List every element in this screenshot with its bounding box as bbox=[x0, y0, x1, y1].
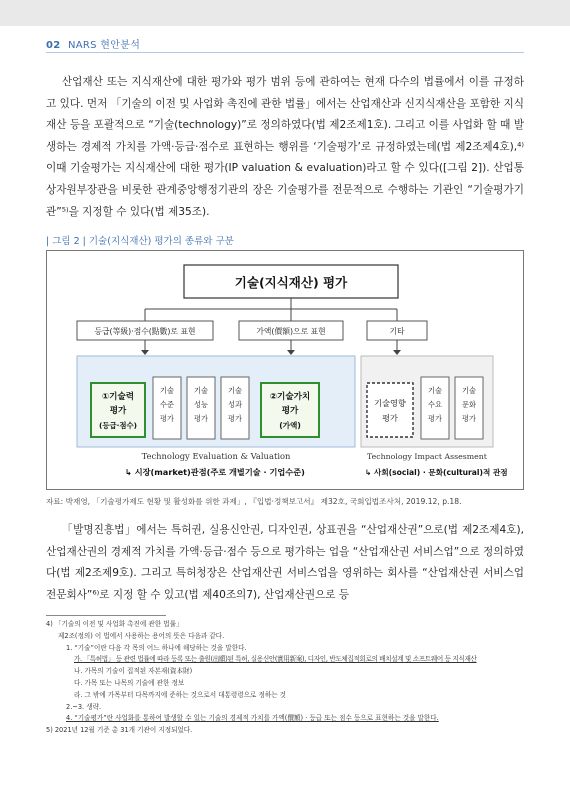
category-other-label: 기타 bbox=[389, 327, 405, 336]
social-perspective-note: ↳ 사회(social) · 문화(cultural)적 관점 bbox=[365, 468, 508, 477]
value-line-1: ②기술가치 bbox=[269, 392, 311, 402]
arrow-head bbox=[393, 350, 401, 355]
footnote-article: 제2조(정의) 이 법에서 사용하는 용어의 뜻은 다음과 같다. bbox=[58, 631, 225, 640]
market-perspective-note: ↳ 시장(market)관점(주로 개별기술 · 기업수준) bbox=[125, 467, 305, 477]
svg-text:평가: 평가 bbox=[160, 414, 174, 423]
footnote-item-2-3: 2.~3. 생략. bbox=[66, 702, 102, 711]
running-title: NARS 현안분석 bbox=[68, 40, 141, 51]
technology-impact-box bbox=[367, 383, 413, 437]
running-head bbox=[46, 36, 140, 51]
svg-text:문화: 문화 bbox=[462, 400, 476, 409]
svg-text:기술: 기술 bbox=[228, 386, 242, 395]
evaluation-label: Technology Evaluation & Valuation bbox=[141, 451, 291, 461]
impact-line-1: 기술영향 bbox=[374, 398, 406, 408]
svg-text:기술: 기술 bbox=[194, 386, 208, 395]
figure-source: 자료: 박재영, 「기술평가제도 현황 및 활성화를 위한 과제」, 『입법·정책보고서』 제32호, 국회입법조사처, 2019.12, p.18. bbox=[46, 497, 462, 506]
footnote-item-4: 4. “기술평가”란 사업화를 통하여 발생할 수 있는 기술의 경제적 가치를 가액(價額) · 등급 또는 점수 등으로 표현하는 것을 말한다. bbox=[66, 714, 439, 723]
svg-text:평가: 평가 bbox=[228, 414, 242, 423]
figure-2 bbox=[46, 250, 524, 490]
svg-text:평가: 평가 bbox=[428, 414, 442, 423]
svg-text:성능: 성능 bbox=[194, 400, 208, 409]
category-value-label: 가액(價額)으로 표현 bbox=[256, 327, 326, 336]
top-gray-bar bbox=[0, 0, 570, 26]
arrow-head bbox=[287, 350, 295, 355]
value-line-3: (가액) bbox=[279, 421, 301, 430]
figure-diagram bbox=[47, 251, 523, 489]
capability-line-3: (등급·점수) bbox=[98, 421, 138, 430]
footnote-5: 5) 2021년 12월 기준 총 31개 기관이 지정되었다. bbox=[46, 726, 193, 735]
svg-text:수요: 수요 bbox=[428, 400, 442, 409]
capability-line-2: 평가 bbox=[109, 406, 127, 416]
svg-text:기술: 기술 bbox=[428, 386, 442, 395]
footnotes bbox=[46, 619, 526, 737]
footnote-item-ga: 가. 「특허법」 등 관련 법률에 따라 등록 또는 출원(出願)된 특허, 실용신안(實用新案), 디자인, 반도체집적회로의 배치설계 및 소프트웨어 등 지식재산 bbox=[74, 655, 477, 664]
footnote-item-1: 1. “기술”이란 다음 각 목의 어느 하나에 해당하는 것을 말한다. bbox=[66, 643, 247, 652]
footnote-item-da: 다. 가목 또는 나목의 기술에 관한 정보 bbox=[74, 678, 185, 687]
svg-text:기술: 기술 bbox=[160, 386, 174, 395]
capability-line-1: ①기술력 bbox=[101, 392, 135, 402]
impact-label: Technology Impact Assesment bbox=[367, 452, 487, 461]
category-grade-label: 등급(等級)·점수(點數)로 표현 bbox=[94, 327, 196, 336]
svg-text:평가: 평가 bbox=[462, 414, 476, 423]
footnote-item-ra: 라. 그 밖에 가목부터 다목까지에 준하는 것으로서 대통령령으로 정하는 것 bbox=[74, 690, 287, 699]
diagram-title: 기술(지식재산) 평가 bbox=[234, 275, 348, 290]
svg-text:성과: 성과 bbox=[228, 400, 242, 409]
svg-text:평가: 평가 bbox=[194, 414, 208, 423]
footnote-4-title: 4) 「기술의 이전 및 사업화 촉진에 관한 법률」 bbox=[46, 620, 183, 628]
paragraph-1: 산업재산 또는 지식재산에 대한 평가와 평가 범위 등에 관하여는 현재 다수의 법률에서 이를 규정하고 있다. 먼저 「기술의 이전 및 사업화 촉진에 관한 법률」에서는 산업재산과 신지식재산을 포함한 지식재산 등을 포괄적으로 “기술(technology)”로 정의하였다(법 제2조제1호). 그리고 이를 사업화 할 때 발생하는 경제적 가치를 가액·등급·점수로 표현하는 행위를 ‘기술평가’로 규정하였는데(법 제2조제4호),⁴⁾ 이때 기술평가는 지식재산에 대한 평가(IP valuation & evaluation)라고 할 수 있다([그림 2]). 산업통상자원부장관을 비롯한 관계중앙행정기관의 장은 기술평가를 전문적으로 수행하는 기관인 “기술평가기관”⁵⁾을 지정할 수 있다(법 제35조). bbox=[46, 76, 524, 218]
paragraph-2: 「발명진흥법」에서는 특허권, 실용신안권, 디자인권, 상표권을 “산업재산권”으로(법 제2조제4호), 산업재산권의 경제적 가치를 가액·등급·점수 등으로 평가하는 업을 “산업재산권 서비스업”으로 정의하였다(법 제2조제9호). 그리고 특허청장은 산업재산권 서비스업을 영위하는 회사를 “산업재산권 서비스업 전문회사”⁶⁾로 지정 할 수 있고(법 제40조의7), 산업재산권으로 등 bbox=[46, 524, 524, 601]
svg-text:수준: 수준 bbox=[160, 400, 174, 409]
arrow-head bbox=[141, 350, 149, 355]
figure-caption: | 그림 2 | 기술(지식재산) 평가의 종류와 구분 bbox=[46, 236, 234, 247]
impact-line-2: 평가 bbox=[382, 413, 398, 423]
svg-text:기술: 기술 bbox=[462, 386, 476, 395]
footnote-item-na: 나. 가목의 기술이 집적된 자본재(資本財) bbox=[74, 667, 193, 676]
value-line-2: 평가 bbox=[281, 406, 299, 416]
footnote-rule bbox=[46, 615, 166, 616]
header-rule bbox=[46, 52, 524, 53]
chapter-number: 02 bbox=[46, 40, 61, 51]
